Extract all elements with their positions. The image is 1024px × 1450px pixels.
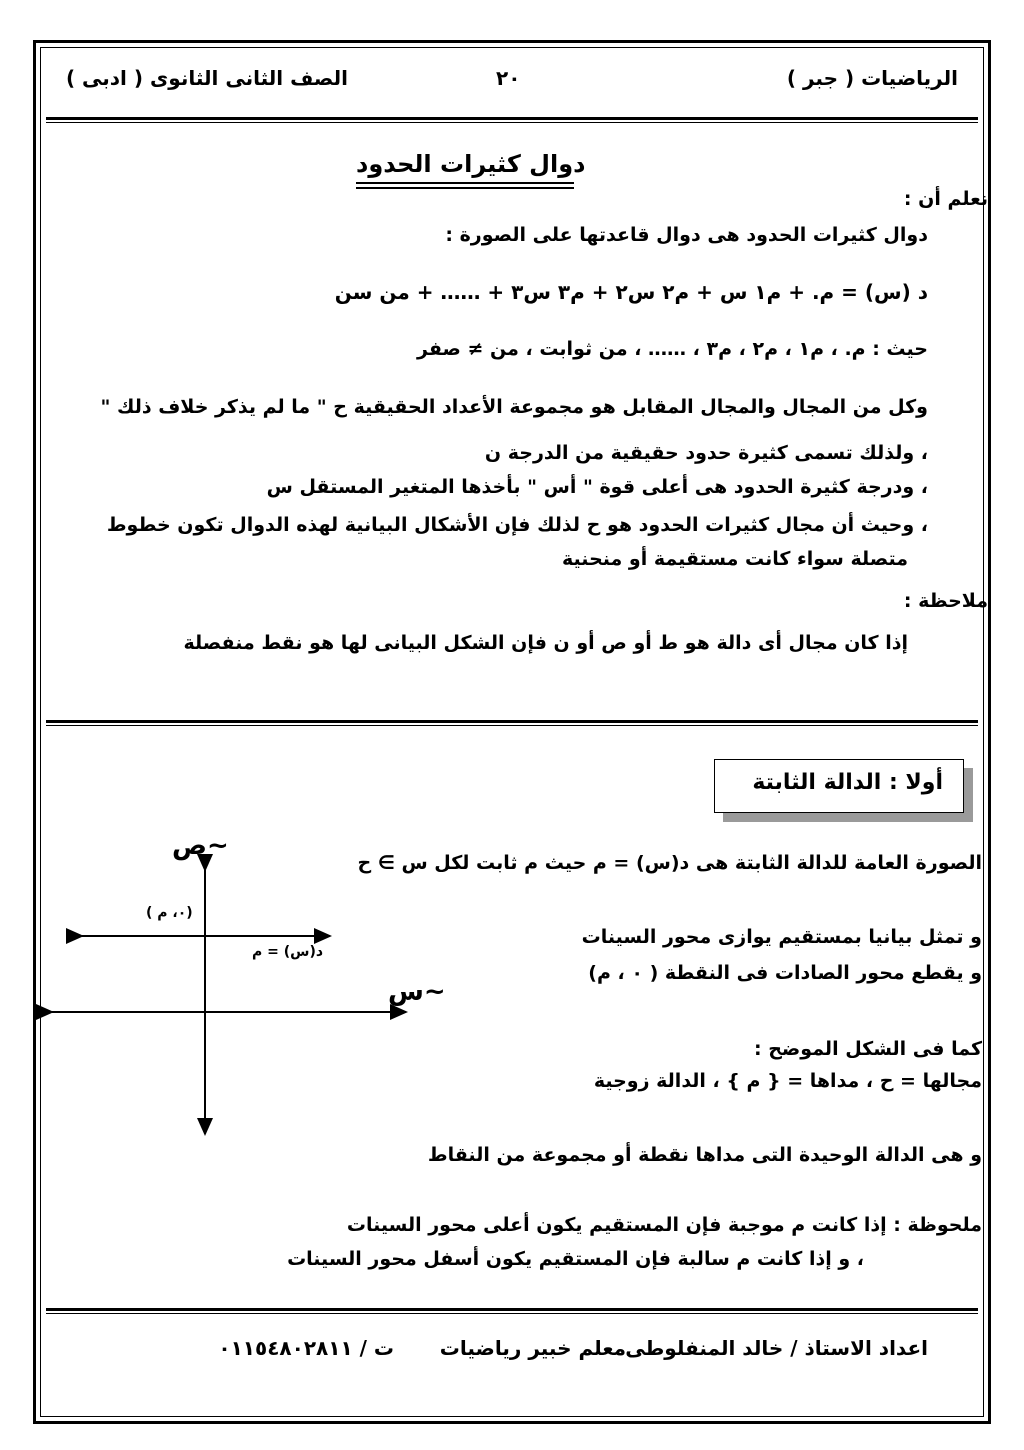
intercept-point-label: ( ٠، م) (146, 905, 193, 921)
graph-text-line-1: ، وحيث أن مجال كثيرات الحدود هو ح لذلك فإن الأشكال البيانية لهذه الدوال تكون خطوط (106, 514, 928, 536)
title-underline-2 (356, 187, 574, 189)
footer-divider-thin (46, 1313, 978, 1314)
constants-condition: حيث : م. ، م١ ، م٢ ، م٣ ، ‥‥‥ ، من ثوابت ، من ≠ صفر (417, 338, 928, 360)
header-grade: الصف الثانى الثانوى ( ادبى ) (65, 66, 348, 90)
header-page-number: ٢٠ (496, 66, 521, 90)
header-subject: الرياضيات ( جبر ) (786, 66, 958, 90)
domain-text: وكل من المجال والمجال المقابل هو مجموعة الأعداد الحقيقية ح " ما لم يذكر خلاف ذلك " (100, 396, 928, 418)
function-line-label: د(س) = م (252, 944, 324, 960)
graph-text-line-2: متصلة سواء كانت مستقيمة أو منحنية (562, 548, 908, 570)
unique-function-text: و هى الدالة الوحيدة التى مداها نقطة أو مجموعة من النقاط (427, 1144, 982, 1166)
degree-text: ، ودرجة كثيرة الحدود هى أعلى قوة " أس " بأخذها المتغير المستقل س (266, 476, 928, 498)
section-title: دوال كثيرات الحدود (356, 150, 586, 178)
domain-range-text: مجالها = ح ، مداها = { م } ، الدالة زوجية (593, 1070, 982, 1092)
section-divider-thin (46, 725, 978, 726)
note-text: إذا كان مجال أى دالة هو ط أو ص أو ن فإن الشكل البيانى لها هو نقط منفصلة (183, 632, 908, 654)
section-divider (46, 720, 978, 723)
constant-function-graph (40, 830, 446, 1150)
polynomial-formula: د (س) = م. + م١ س + م٢ س٢ + م٣ س٣ + ‥‥‥ + من سن (334, 280, 928, 304)
header-divider (46, 117, 978, 120)
naming-text: ، ولذلك تسمى كثيرة حدود حقيقية من الدرجة ن (484, 442, 928, 464)
representation-line-1: و تمثل بيانيا بمستقيم يوازى محور السينات (581, 926, 982, 948)
general-form-text: الصورة العامة للدالة الثابتة هى د(س) = م حيث م ثابت لكل س ∋ ح (357, 852, 982, 874)
footer-role: معلم خبير رياضيات (439, 1336, 626, 1360)
footer-divider (46, 1308, 978, 1311)
definition-text: دوال كثيرات الحدود هى دوال قاعدتها على الصورة : (445, 224, 928, 246)
as-shown-text: كما فى الشكل الموضح : (754, 1038, 982, 1060)
title-underline (356, 182, 574, 184)
note-label: ملاحظة : (903, 590, 988, 612)
y-axis-label: ص~ (172, 831, 229, 861)
constant-function-title-box (714, 759, 964, 813)
footer-phone: ت / ٠١١٥٤٨٠٢٨١١ (218, 1336, 394, 1360)
remark-line-2: ، و إذا كانت م سالبة فإن المستقيم يكون أسفل محور السينات (287, 1248, 864, 1270)
we-know-label: نعلم أن : (903, 188, 988, 210)
constant-function-title: أولا : الدالة الثابتة (752, 770, 943, 795)
footer-author: اعداد الاستاذ / خالد المنفلوطى (625, 1336, 928, 1360)
header-divider-thin (46, 122, 978, 123)
page-frame-inner (40, 47, 984, 1417)
representation-line-2: و يقطع محور الصادات فى النقطة ( ٠ ، م) (588, 962, 982, 984)
x-axis-label: س~ (388, 977, 446, 1007)
remark-line-1: ملحوظة : إذا كانت م موجبة فإن المستقيم يكون أعلى محور السينات (346, 1214, 982, 1236)
